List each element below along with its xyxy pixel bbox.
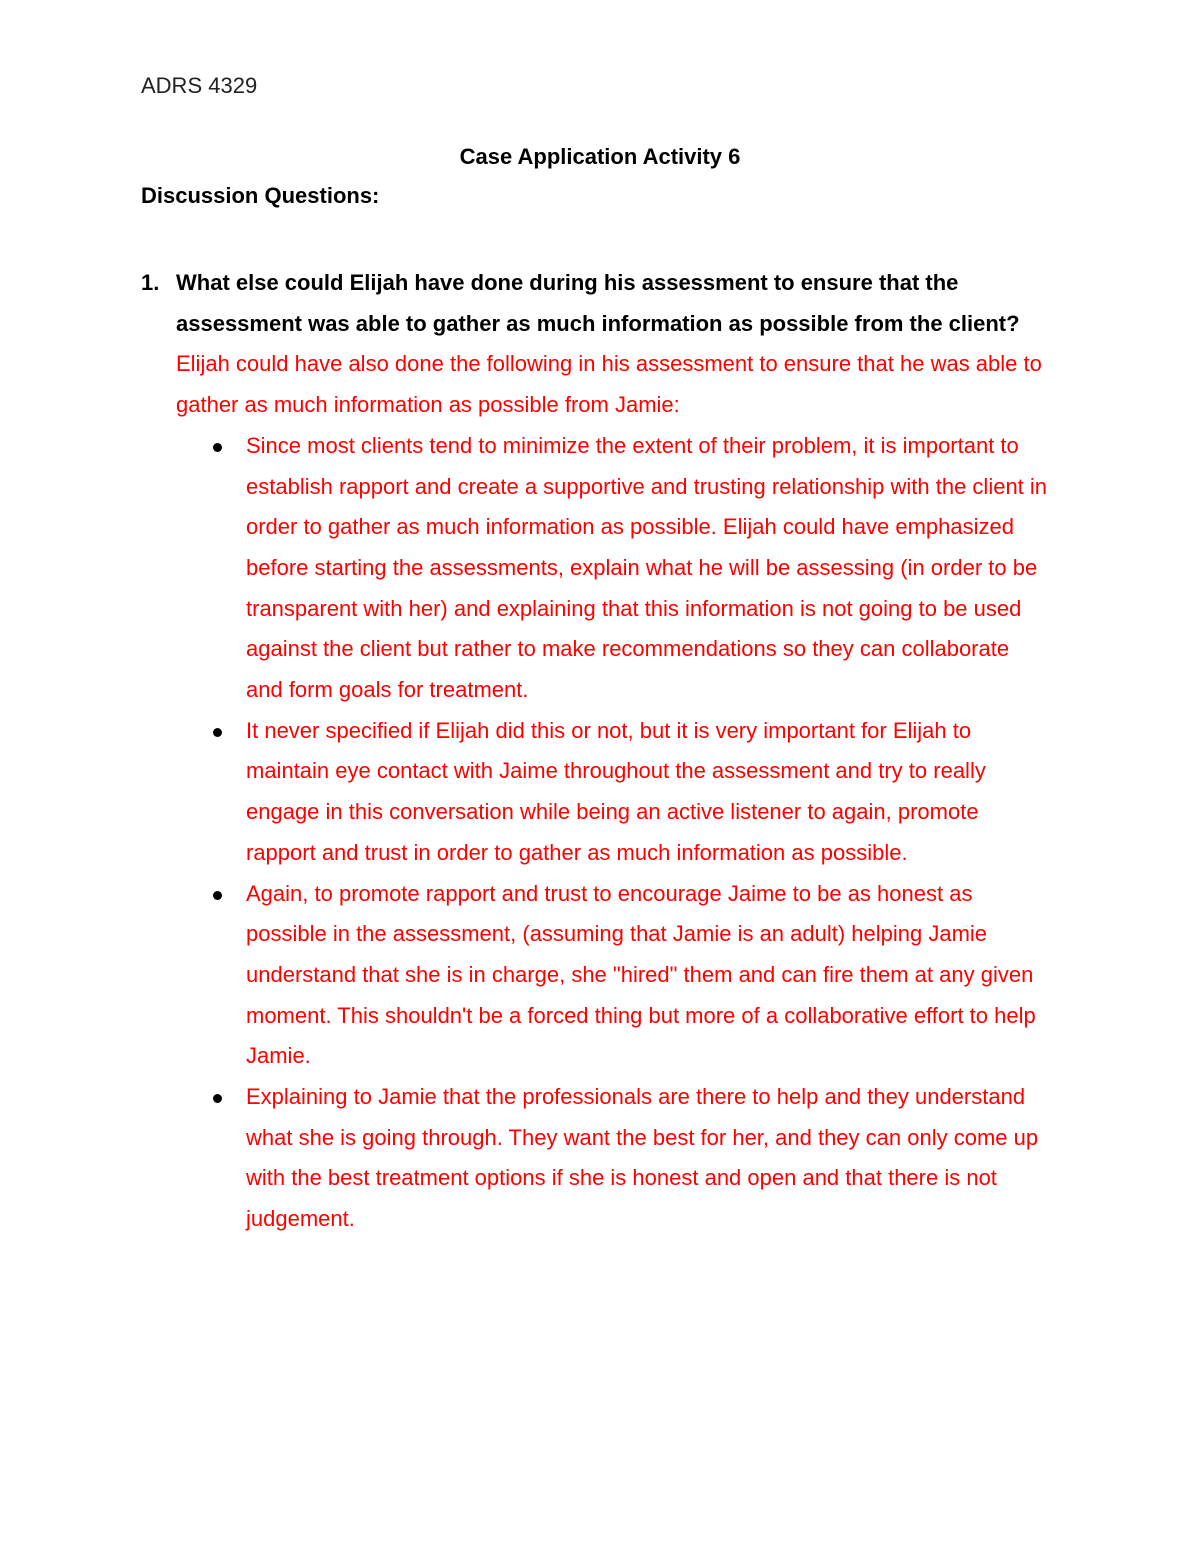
question-text: What else could Elijah have done during his assessment to ensure that the assessment was able to gather as much information as possible from the client?: [176, 270, 1020, 336]
answer-bullet-list: [176, 426, 1051, 1240]
question-1: [141, 263, 1051, 1240]
question-number: 1.: [141, 270, 160, 295]
answer-bullet-text: Since most clients tend to minimize the extent of their problem, it is important to establish rapport and create a supportive and trusting relationship with the client in order to gather as much information as possible. Elijah could have emphasized before starting the assessments, explain what he will be assessing (in order to be transparent with her) and explaining that this information is not going to be used against the client but rather to make recommendations so they can collaborate and form goals for treatment.: [246, 432, 1048, 703]
answer-bullet-item: [176, 874, 1051, 1078]
answer-intro: Elijah could have also done the following in his assessment to ensure that he was able to gather as much information as possible from Jamie:: [176, 351, 1042, 418]
answer-bullet-item: [176, 426, 1051, 711]
question-body: [176, 263, 1051, 1240]
answer-bullet-item: [176, 1077, 1051, 1240]
document-title: Case Application Activity 6: [459, 144, 741, 169]
answer-bullet-text: It never specified if Elijah did this or not, but it is very important for Elijah to maintain eye contact with Jaime throughout the assessment and try to really engage in this conversation while being an active listener to again, promote rapport and trust in order to gather as much information as possible.: [246, 717, 986, 865]
bullet-icon: [213, 443, 222, 452]
section-label: Discussion Questions:: [141, 183, 380, 208]
bullet-icon: [213, 728, 222, 737]
bullet-icon: [213, 1094, 222, 1103]
answer-bullet-text: Again, to promote rapport and trust to encourage Jaime to be as honest as possible in the assessment, (assuming that Jamie is an adult) helping Jamie understand that she is in charge, she "hired" them and can fire them at any given moment. This shouldn't be a forced thing but more of a collaborative effort to help Jamie.: [246, 880, 1036, 1069]
question-row: [141, 263, 1051, 1240]
answer-bullet-text: Explaining to Jamie that the professionals are there to help and they understand what she is going through. They want the best for her, and they can only come up with the best treatment options if she is honest and open and that there is not judgement.: [246, 1084, 1039, 1232]
answer-bullet-item: [176, 711, 1051, 874]
course-code: ADRS 4329: [141, 73, 258, 98]
bullet-icon: [213, 891, 222, 900]
